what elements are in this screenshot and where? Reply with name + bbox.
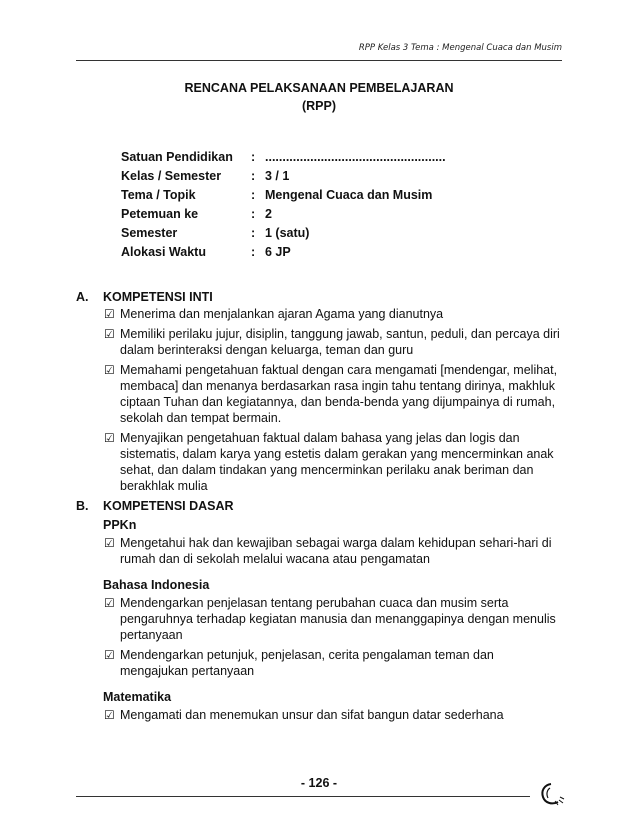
checkbox-checked-icon: ☑ xyxy=(104,708,115,722)
info-value: Mengenal Cuaca dan Musim xyxy=(265,188,433,202)
info-label: Semester xyxy=(121,226,178,240)
section-a-letter: A. xyxy=(76,290,89,304)
info-colon: : xyxy=(251,207,256,221)
document-title xyxy=(0,79,638,115)
running-header: RPP Kelas 3 Tema : Mengenal Cuaca dan Musim xyxy=(358,43,562,53)
checkbox-checked-icon: ☑ xyxy=(104,327,115,341)
info-row xyxy=(121,224,446,243)
item-text-line: sehat, dan dalam tindakan yang mencerminkan perilaku anak beriman dan xyxy=(120,463,534,477)
section-b-letter: B. xyxy=(76,499,89,513)
info-value: 3 / 1 xyxy=(265,169,290,183)
header-rule xyxy=(76,60,562,61)
info-row xyxy=(121,205,446,224)
title-line-1: RENCANA PELAKSANAAN PEMBELAJARAN xyxy=(184,81,454,95)
checklist-item xyxy=(104,362,566,426)
item-text-line: mengajukan pertanyaan xyxy=(120,664,255,678)
info-colon: : xyxy=(251,188,256,202)
checklist-item xyxy=(104,430,566,494)
section-a-heading xyxy=(76,288,566,306)
item-text-line: rumah dan di sekolah melalui wacana atau pengamatan xyxy=(120,552,430,566)
section-kompetensi-inti xyxy=(76,288,566,498)
item-text-line: pengaruhnya terhadap kegiatan manusia dan menanggapinya dengan menulis xyxy=(120,612,556,626)
section-kompetensi-dasar xyxy=(76,497,566,727)
checklist-item xyxy=(104,326,566,358)
item-text-line: ciptaan Tuhan dan kegiatannya, dan benda-benda yang dijumpainya di rumah, xyxy=(120,395,556,409)
info-label: Kelas / Semester xyxy=(121,169,222,183)
item-text-line: Memiliki perilaku jujur, disiplin, tanggung jawab, santun, peduli, dan percaya diri xyxy=(120,327,560,341)
info-value: 6 JP xyxy=(265,245,291,259)
checkbox-checked-icon: ☑ xyxy=(104,648,115,662)
info-row xyxy=(121,186,446,205)
item-text-line: berakhlak mulia xyxy=(120,479,208,493)
checkbox-checked-icon: ☑ xyxy=(104,536,115,550)
info-row xyxy=(121,243,446,262)
info-value: 2 xyxy=(265,207,272,221)
subject-items xyxy=(104,595,566,679)
section-b-title: KOMPETENSI DASAR xyxy=(103,499,234,513)
item-text-line: Mengetahui hak dan kewajiban sebagai warga dalam kehidupan sehari-hari di xyxy=(120,536,552,550)
item-text-line: Mengamati dan menemukan unsur dan sifat bangun datar sederhana xyxy=(120,708,504,722)
info-label: Petemuan ke xyxy=(121,207,199,221)
item-text-line: dalam berinteraksi dengan keluarga, teman dan guru xyxy=(120,343,414,357)
info-label: Satuan Pendidikan xyxy=(121,150,233,164)
info-row xyxy=(121,167,446,186)
checklist-item xyxy=(104,595,566,643)
item-text-line: sistematis, dalam karya yang estetis dalam gerakan yang mencerminkan anak xyxy=(120,447,554,461)
footer-rule xyxy=(76,796,530,797)
info-value: 1 (satu) xyxy=(265,226,310,240)
subject-items xyxy=(104,535,566,567)
title-line-2: (RPP) xyxy=(301,99,337,113)
identity-table xyxy=(121,148,446,262)
checkbox-checked-icon: ☑ xyxy=(104,307,115,321)
publisher-logo-icon xyxy=(538,780,566,808)
info-label: Alokasi Waktu xyxy=(121,245,206,259)
checkbox-checked-icon: ☑ xyxy=(104,431,115,445)
section-a-title: KOMPETENSI INTI xyxy=(103,290,213,304)
item-text-line: membaca] dan menanya berdasarkan rasa ingin tahu tentang dirinya, makhluk xyxy=(120,379,555,393)
subject-heading: PPKn xyxy=(103,518,137,532)
checklist-item xyxy=(104,647,566,679)
item-text-line: Memahami pengetahuan faktual dengan cara mengamati [mendengar, melihat, xyxy=(120,363,558,377)
checklist-item xyxy=(104,535,566,567)
item-text-line: Menyajikan pengetahuan faktual dalam bahasa yang jelas dan logis dan xyxy=(120,431,520,445)
item-text-line: Mendengarkan penjelasan tentang perubahan cuaca dan musim serta xyxy=(120,596,509,610)
info-value: .................................................... xyxy=(265,150,446,164)
item-text-line: Menerima dan menjalankan ajaran Agama yang dianutnya xyxy=(120,307,444,321)
info-colon: : xyxy=(251,226,256,240)
subject-heading: Matematika xyxy=(103,690,172,704)
subject-items xyxy=(104,707,566,723)
info-label: Tema / Topik xyxy=(121,188,196,202)
section-a-items xyxy=(104,306,566,494)
info-colon: : xyxy=(251,150,256,164)
item-text-line: pertanyaan xyxy=(120,628,183,642)
subject-heading: Bahasa Indonesia xyxy=(103,578,210,592)
info-colon: : xyxy=(251,245,256,259)
checklist-item xyxy=(104,707,566,723)
item-text-line: sekolah dan tempat bermain. xyxy=(120,411,282,425)
section-b-heading xyxy=(76,497,566,515)
info-row xyxy=(121,148,446,167)
checklist-item xyxy=(104,306,566,322)
checkbox-checked-icon: ☑ xyxy=(104,596,115,610)
checkbox-checked-icon: ☑ xyxy=(104,363,115,377)
item-text-line: Mendengarkan petunjuk, penjelasan, cerita pengalaman teman dan xyxy=(120,648,494,662)
page-number: - 126 - xyxy=(300,776,338,790)
info-colon: : xyxy=(251,169,256,183)
